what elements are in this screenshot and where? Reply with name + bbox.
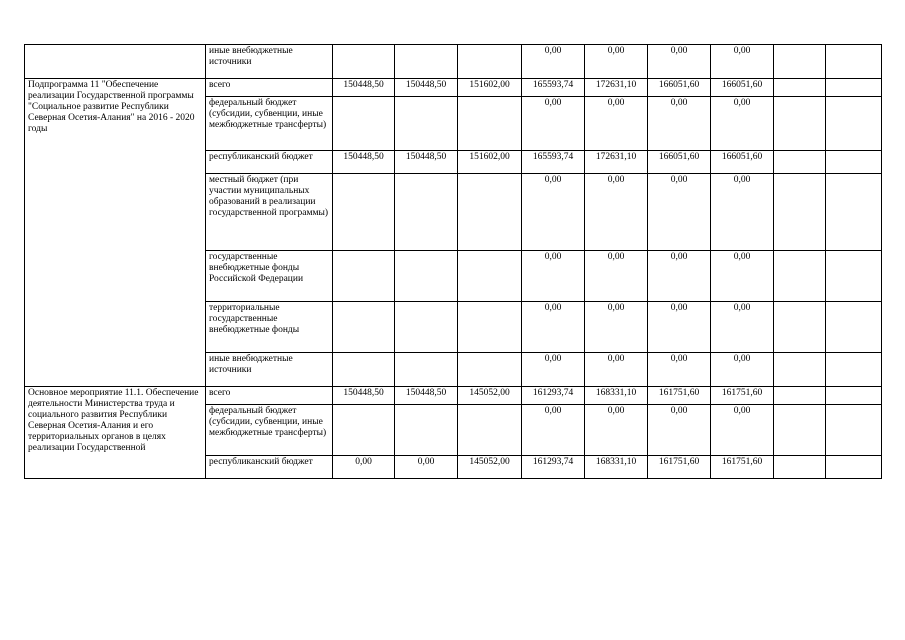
amount-cell (774, 174, 826, 251)
amount-cell: 0,00 (522, 45, 585, 79)
funding-source-cell: территориальные государственные внебюджетные фонды (206, 302, 333, 353)
funding-source-cell: иные внебюджетные источники (206, 353, 333, 387)
amount-cell: 0,00 (711, 97, 774, 151)
amount-cell (774, 353, 826, 387)
amount-cell: 0,00 (648, 97, 711, 151)
funding-source-cell: местный бюджет (при участии муниципальных образований в реализации государственной программы) (206, 174, 333, 251)
amount-cell: 0,00 (522, 174, 585, 251)
amount-cell (774, 405, 826, 456)
amount-cell: 0,00 (648, 405, 711, 456)
table-row (25, 45, 882, 79)
funding-source-cell: всего (206, 387, 333, 405)
amount-cell: 0,00 (522, 405, 585, 456)
amount-cell (774, 251, 826, 302)
amount-cell: 0,00 (711, 405, 774, 456)
amount-cell: 165593,74 (522, 151, 585, 174)
amount-cell (395, 174, 458, 251)
amount-cell: 0,00 (711, 174, 774, 251)
amount-cell: 165593,74 (522, 79, 585, 97)
amount-cell: 0,00 (711, 353, 774, 387)
amount-cell (826, 174, 882, 251)
amount-cell (333, 45, 395, 79)
amount-cell: 150448,50 (333, 79, 395, 97)
amount-cell: 172631,10 (585, 79, 648, 97)
amount-cell: 150448,50 (395, 79, 458, 97)
amount-cell (774, 387, 826, 405)
amount-cell (458, 45, 522, 79)
amount-cell: 166051,60 (648, 79, 711, 97)
amount-cell: 0,00 (522, 353, 585, 387)
amount-cell: 161751,60 (648, 387, 711, 405)
amount-cell: 150448,50 (395, 387, 458, 405)
amount-cell: 161293,74 (522, 387, 585, 405)
amount-cell: 0,00 (522, 251, 585, 302)
amount-cell: 0,00 (333, 456, 395, 479)
amount-cell (458, 353, 522, 387)
amount-cell: 0,00 (585, 353, 648, 387)
amount-cell: 0,00 (585, 251, 648, 302)
amount-cell: 168331,10 (585, 387, 648, 405)
amount-cell: 150448,50 (333, 387, 395, 405)
amount-cell: 0,00 (585, 45, 648, 79)
amount-cell (395, 353, 458, 387)
amount-cell (826, 151, 882, 174)
amount-cell (774, 302, 826, 353)
amount-cell (333, 353, 395, 387)
amount-cell (395, 302, 458, 353)
amount-cell: 161751,60 (711, 456, 774, 479)
amount-cell: 0,00 (711, 251, 774, 302)
amount-cell: 0,00 (585, 97, 648, 151)
amount-cell: 0,00 (585, 405, 648, 456)
table-row (25, 387, 882, 405)
amount-cell (333, 405, 395, 456)
amount-cell: 0,00 (648, 174, 711, 251)
program-name-cell: Подпрограмма 11 "Обеспечение реализации Государственной программы "Социальное развитие Республики Северная Осетия-Алания" на 2016 - 2020 годы (25, 79, 206, 387)
amount-cell: 172631,10 (585, 151, 648, 174)
amount-cell: 166051,60 (648, 151, 711, 174)
amount-cell: 0,00 (585, 302, 648, 353)
amount-cell: 168331,10 (585, 456, 648, 479)
amount-cell: 150448,50 (395, 151, 458, 174)
amount-cell (826, 251, 882, 302)
amount-cell: 151602,00 (458, 79, 522, 97)
funding-source-cell: республиканский бюджет (206, 151, 333, 174)
amount-cell (826, 456, 882, 479)
amount-cell: 0,00 (648, 302, 711, 353)
amount-cell: 161751,60 (711, 387, 774, 405)
amount-cell (774, 97, 826, 151)
amount-cell (458, 302, 522, 353)
amount-cell (774, 151, 826, 174)
amount-cell: 145052,00 (458, 387, 522, 405)
amount-cell (774, 45, 826, 79)
program-name-cell (25, 45, 206, 79)
amount-cell: 0,00 (585, 174, 648, 251)
amount-cell (395, 251, 458, 302)
amount-cell (458, 174, 522, 251)
table-row (25, 79, 882, 97)
amount-cell: 0,00 (648, 353, 711, 387)
amount-cell: 151602,00 (458, 151, 522, 174)
funding-source-cell: республиканский бюджет (206, 456, 333, 479)
amount-cell: 0,00 (522, 302, 585, 353)
amount-cell (333, 302, 395, 353)
funding-source-cell: иные внебюджетные источники (206, 45, 333, 79)
amount-cell (826, 387, 882, 405)
amount-cell: 0,00 (711, 302, 774, 353)
funding-source-cell: всего (206, 79, 333, 97)
amount-cell (826, 97, 882, 151)
funding-source-cell: федеральный бюджет (субсидии, субвенции, иные межбюджетные трансферты) (206, 405, 333, 456)
amount-cell (826, 405, 882, 456)
amount-cell (333, 174, 395, 251)
amount-cell (395, 97, 458, 151)
amount-cell (774, 456, 826, 479)
amount-cell: 0,00 (522, 97, 585, 151)
amount-cell: 145052,00 (458, 456, 522, 479)
funding-source-cell: федеральный бюджет (субсидии, субвенции, иные межбюджетные трансферты) (206, 97, 333, 151)
amount-cell: 161293,74 (522, 456, 585, 479)
amount-cell: 0,00 (711, 45, 774, 79)
table-body (25, 45, 882, 479)
amount-cell: 161751,60 (648, 456, 711, 479)
amount-cell: 0,00 (395, 456, 458, 479)
amount-cell (458, 405, 522, 456)
amount-cell (395, 45, 458, 79)
amount-cell (826, 45, 882, 79)
amount-cell (333, 251, 395, 302)
amount-cell (826, 302, 882, 353)
amount-cell: 0,00 (648, 251, 711, 302)
amount-cell (826, 79, 882, 97)
amount-cell: 0,00 (648, 45, 711, 79)
amount-cell (333, 97, 395, 151)
amount-cell (458, 251, 522, 302)
program-name-cell: Основное мероприятие 11.1. Обеспечение деятельности Министерства труда и социального развития Республики Северная Осетия-Алания и его территориальных органов в целях реализации Государственной (25, 387, 206, 479)
amount-cell (458, 97, 522, 151)
amount-cell: 166051,60 (711, 151, 774, 174)
amount-cell: 150448,50 (333, 151, 395, 174)
budget-table (24, 44, 882, 479)
amount-cell (774, 79, 826, 97)
funding-source-cell: государственные внебюджетные фонды Российской Федерации (206, 251, 333, 302)
amount-cell (395, 405, 458, 456)
amount-cell (826, 353, 882, 387)
amount-cell: 166051,60 (711, 79, 774, 97)
